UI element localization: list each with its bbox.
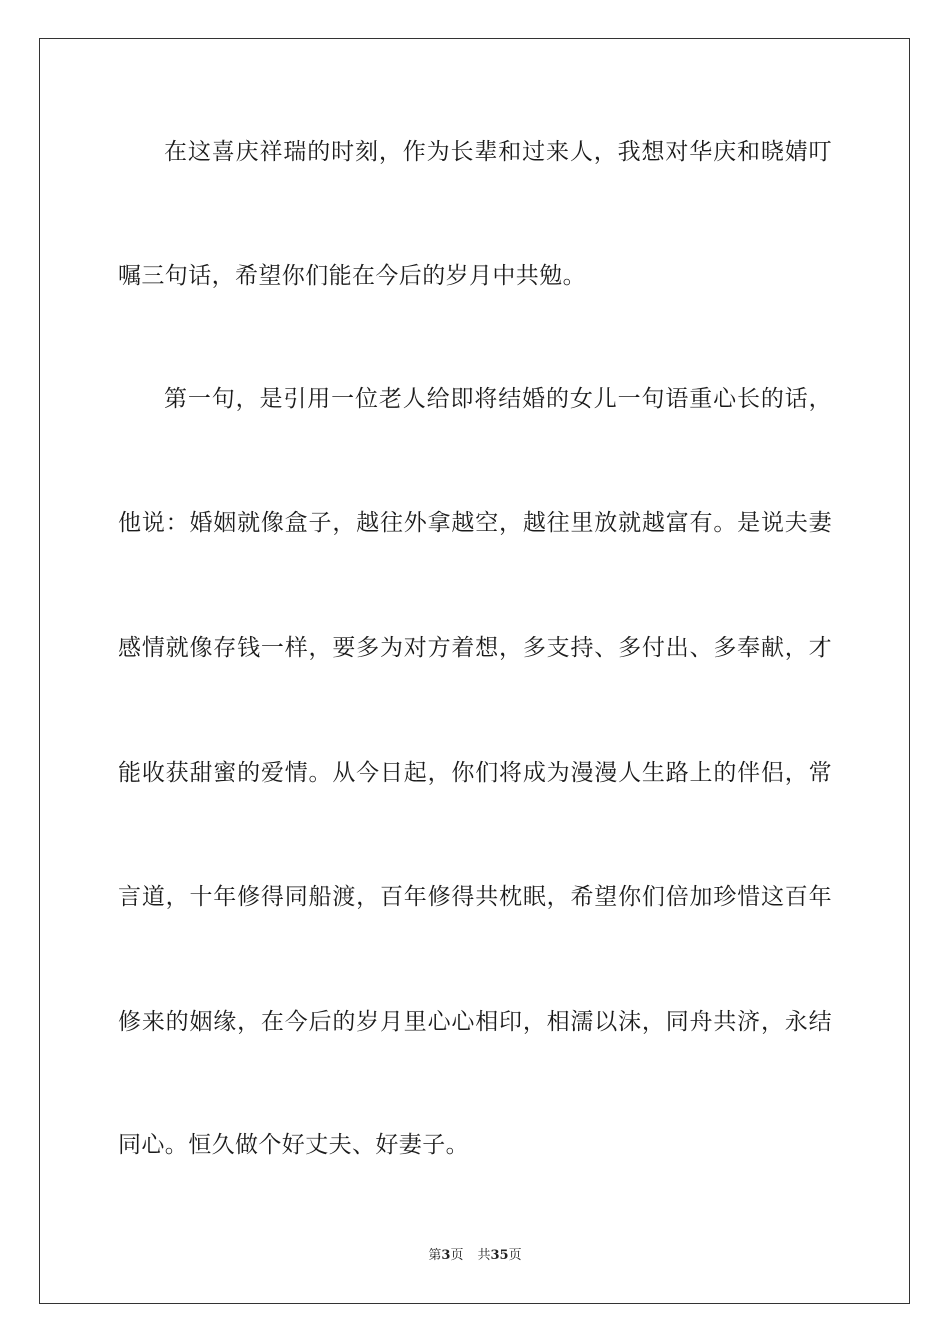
paragraph-2-line-1: 第一句，是引用一位老人给即将结婚的女儿一句语重心长的话， <box>164 386 832 412</box>
paragraph-1-line-2: 嘱三句话，希望你们能在今后的岁月中共勉。 <box>118 263 586 289</box>
paragraph-2-line-4: 能收获甜蜜的爱情。从今日起，你们将成为漫漫人生路上的伴侣，常 <box>118 760 832 786</box>
total-pages: 35 <box>490 1248 509 1263</box>
page-number: 3 <box>441 1248 451 1263</box>
paragraph-2-line-3: 感情就像存钱一样，要多为对方着想，多支持、多付出、多奉献，才 <box>118 635 832 661</box>
paragraph-2-line-7: 同心。恒久做个好丈夫、好妻子。 <box>118 1132 469 1158</box>
page-footer <box>0 1248 950 1264</box>
paragraph-2-line-2: 他说：婚姻就像盒子，越往外拿越空，越往里放就越富有。是说夫妻 <box>118 510 832 536</box>
page-border <box>39 38 910 1304</box>
paragraph-2-line-5: 言道，十年修得同船渡，百年修得共枕眠，希望你们倍加珍惜这百年 <box>118 884 832 910</box>
paragraph-2-line-6: 修来的姻缘，在今后的岁月里心心相印，相濡以沫，同舟共济，永结 <box>118 1009 832 1035</box>
total-suffix: 页 <box>508 1248 522 1263</box>
page-suffix: 页 <box>450 1248 464 1263</box>
paragraph-1-line-1: 在这喜庆祥瑞的时刻，作为长辈和过来人，我想对华庆和晓婧叮 <box>164 139 832 165</box>
total-prefix: 共 <box>477 1248 491 1263</box>
page-prefix: 第 <box>428 1248 442 1263</box>
